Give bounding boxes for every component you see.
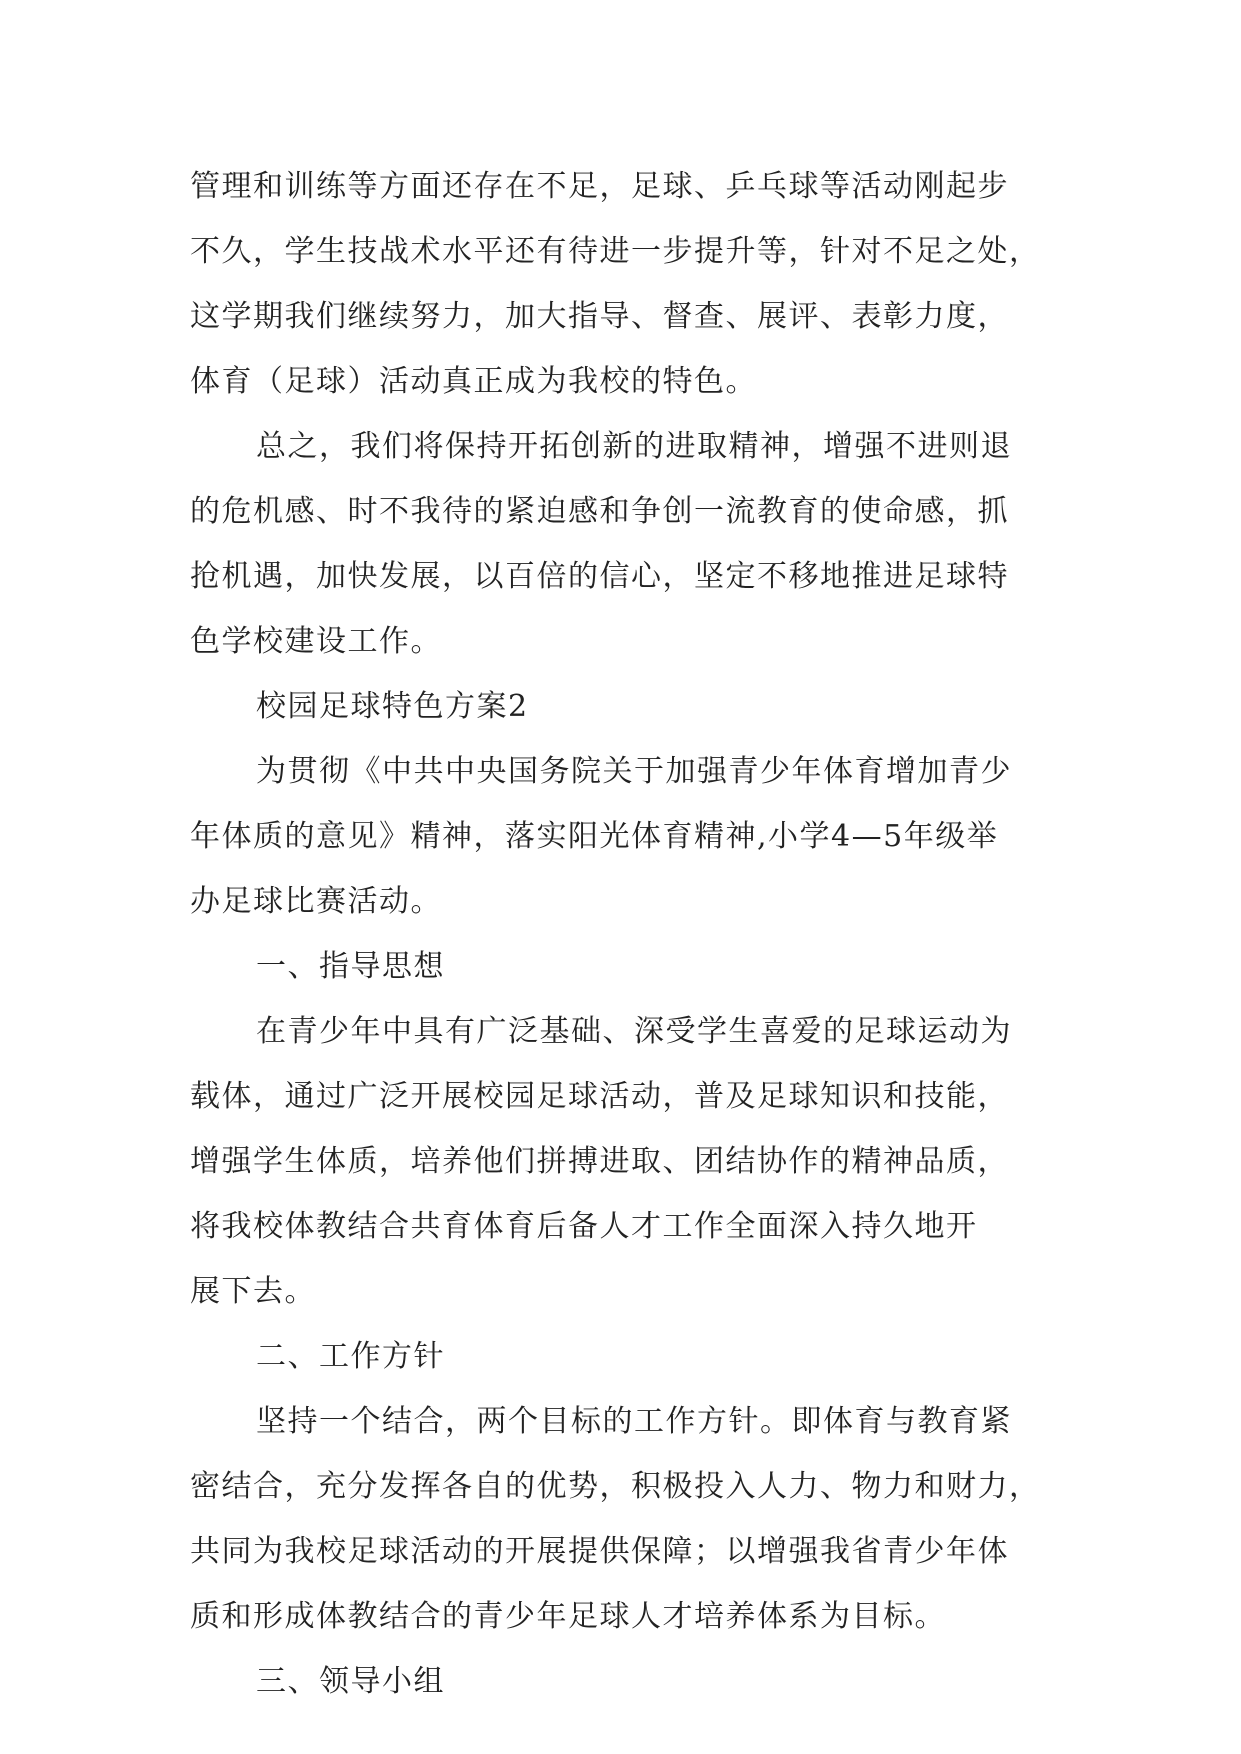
section-heading — [190, 1649, 1070, 1714]
text-line: 将我校体教结合共育体育后备人才工作全面深入持久地开 — [190, 1209, 978, 1244]
text-line: 色学校建设工作。 — [190, 624, 442, 659]
text-line: 的危机感、时不我待的紧迫感和争创一流教育的使命感，抓 — [190, 494, 1009, 529]
paragraph — [190, 154, 1070, 414]
document-body — [190, 154, 1070, 1714]
text-line: 载体，通过广泛开展校园足球活动，普及足球知识和技能， — [190, 1079, 1009, 1114]
text-line: 总之，我们将保持开拓创新的进取精神，增强不进则退 — [256, 429, 1012, 464]
paragraph — [190, 999, 1070, 1324]
section-title — [190, 674, 1070, 739]
paragraph — [190, 739, 1070, 934]
text-line: 年体质的意见》精神，落实阳光体育精神,小学4—5年级举 — [190, 819, 999, 854]
text-line: 管理和训练等方面还存在不足，足球、乒乓球等活动刚起步 — [190, 169, 1009, 204]
text-line: 一、指导思想 — [256, 949, 445, 984]
text-line: 体育（足球）活动真正成为我校的特色。 — [190, 364, 757, 399]
text-line: 办足球比赛活动。 — [190, 884, 442, 919]
text-line: 在青少年中具有广泛基础、深受学生喜爱的足球运动为 — [256, 1014, 1012, 1049]
text-line: 增强学生体质，培养他们拼搏进取、团结协作的精神品质， — [190, 1144, 1009, 1179]
text-line: 不久，学生技战术水平还有待进一步提升等，针对不足之处， — [190, 234, 1041, 269]
section-heading — [190, 1324, 1070, 1389]
text-line: 二、工作方针 — [256, 1339, 445, 1374]
text-line: 校园足球特色方案2 — [256, 689, 529, 724]
text-line: 这学期我们继续努力，加大指导、督查、展评、表彰力度， — [190, 299, 1009, 334]
text-line: 为贯彻《中共中央国务院关于加强青少年体育增加青少 — [256, 754, 1012, 789]
text-line: 展下去。 — [190, 1274, 316, 1309]
paragraph — [190, 1389, 1070, 1649]
section-heading — [190, 934, 1070, 999]
paragraph — [190, 414, 1070, 674]
text-line: 坚持一个结合，两个目标的工作方针。即体育与教育紧 — [256, 1404, 1012, 1439]
text-line: 共同为我校足球活动的开展提供保障；以增强我省青少年体 — [190, 1534, 1009, 1569]
text-line: 密结合，充分发挥各自的优势，积极投入人力、物力和财力， — [190, 1469, 1041, 1504]
text-line: 三、领导小组 — [256, 1664, 445, 1699]
text-line: 质和形成体教结合的青少年足球人才培养体系为目标。 — [190, 1599, 946, 1634]
text-line: 抢机遇，加快发展，以百倍的信心，坚定不移地推进足球特 — [190, 559, 1009, 594]
